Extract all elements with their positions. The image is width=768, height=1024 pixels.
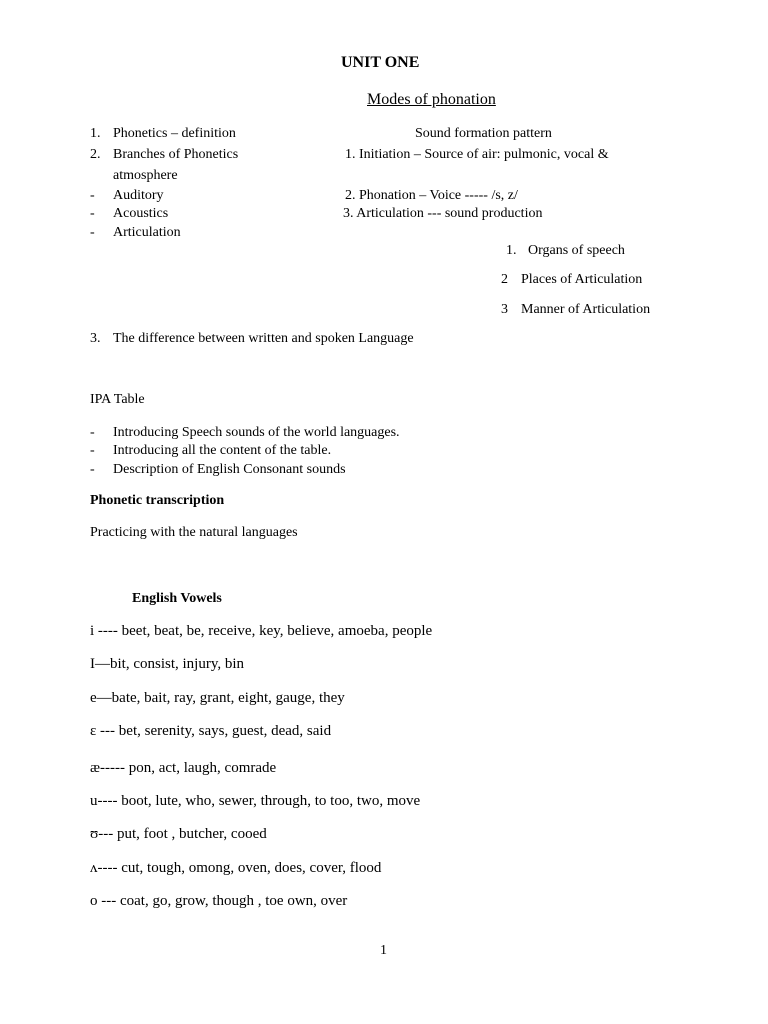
ipa-bullet: - [90, 425, 95, 440]
transcription-heading: Phonetic transcription [90, 493, 225, 508]
ipa-bullet: - [90, 462, 95, 477]
vowel-line: i ---- beet, beat, be, receive, key, believe, amoeba, people [90, 623, 433, 639]
vowels-heading: English Vowels [132, 591, 222, 606]
ipa-item: Introducing Speech sounds of the world languages. [113, 425, 400, 440]
outline-item-2-text: Branches of Phonetics [113, 147, 239, 162]
vowel-line: e—bate, bait, ray, grant, eight, gauge, they [90, 690, 345, 706]
outline-item-3-number: 3. [90, 331, 101, 346]
articulation-sub-number: 2 [501, 272, 508, 287]
sound-formation-step-2: 2. Phonation – Voice ----- /s, z/ [345, 188, 518, 203]
page-number: 1 [380, 943, 387, 958]
vowel-line: I—bit, consist, injury, bin [90, 656, 245, 672]
ipa-item: Description of English Consonant sounds [113, 462, 346, 477]
branch-item: Acoustics [113, 206, 169, 221]
ipa-item: Introducing all the content of the table. [113, 443, 332, 458]
articulation-sub-item: Organs of speech [528, 243, 625, 258]
vowel-line: ɛ --- bet, serenity, says, guest, dead, said [90, 723, 332, 739]
outline-item-1-number: 1. [90, 126, 101, 141]
articulation-sub-number: 1. [506, 243, 517, 258]
sound-formation-step-1: 1. Initiation – Source of air: pulmonic, vocal & [345, 147, 609, 162]
articulation-sub-item: Manner of Articulation [521, 302, 651, 317]
sound-formation-step-3: 3. Articulation --- sound production [343, 206, 543, 221]
ipa-bullet: - [90, 443, 95, 458]
outline-item-2-number: 2. [90, 147, 101, 162]
ipa-heading: IPA Table [90, 392, 145, 407]
vowel-line: ʊ--- put, foot , butcher, cooed [90, 826, 267, 842]
vowel-line: æ----- pon, act, laugh, comrade [90, 760, 277, 776]
transcription-text: Practicing with the natural languages [90, 525, 298, 540]
page-subtitle: Modes of phonation [367, 91, 496, 108]
vowel-line: u---- boot, lute, who, sewer, through, to too, two, move [90, 793, 421, 809]
sound-formation-heading: Sound formation pattern [415, 126, 552, 141]
outline-item-2-continuation: atmosphere [113, 168, 178, 183]
vowel-line: ʌ---- cut, tough, omong, oven, does, cover, flood [90, 860, 382, 876]
branch-bullet: - [90, 225, 95, 240]
page-title: UNIT ONE [341, 54, 420, 71]
branch-bullet: - [90, 188, 95, 203]
outline-item-1-text: Phonetics – definition [113, 126, 236, 141]
branch-item: Articulation [113, 225, 181, 240]
branch-item: Auditory [113, 188, 164, 203]
vowel-line: o --- coat, go, grow, though , toe own, over [90, 893, 348, 909]
outline-item-3-text: The difference between written and spoken Language [113, 331, 414, 346]
articulation-sub-number: 3 [501, 302, 508, 317]
articulation-sub-item: Places of Articulation [521, 272, 643, 287]
branch-bullet: - [90, 206, 95, 221]
